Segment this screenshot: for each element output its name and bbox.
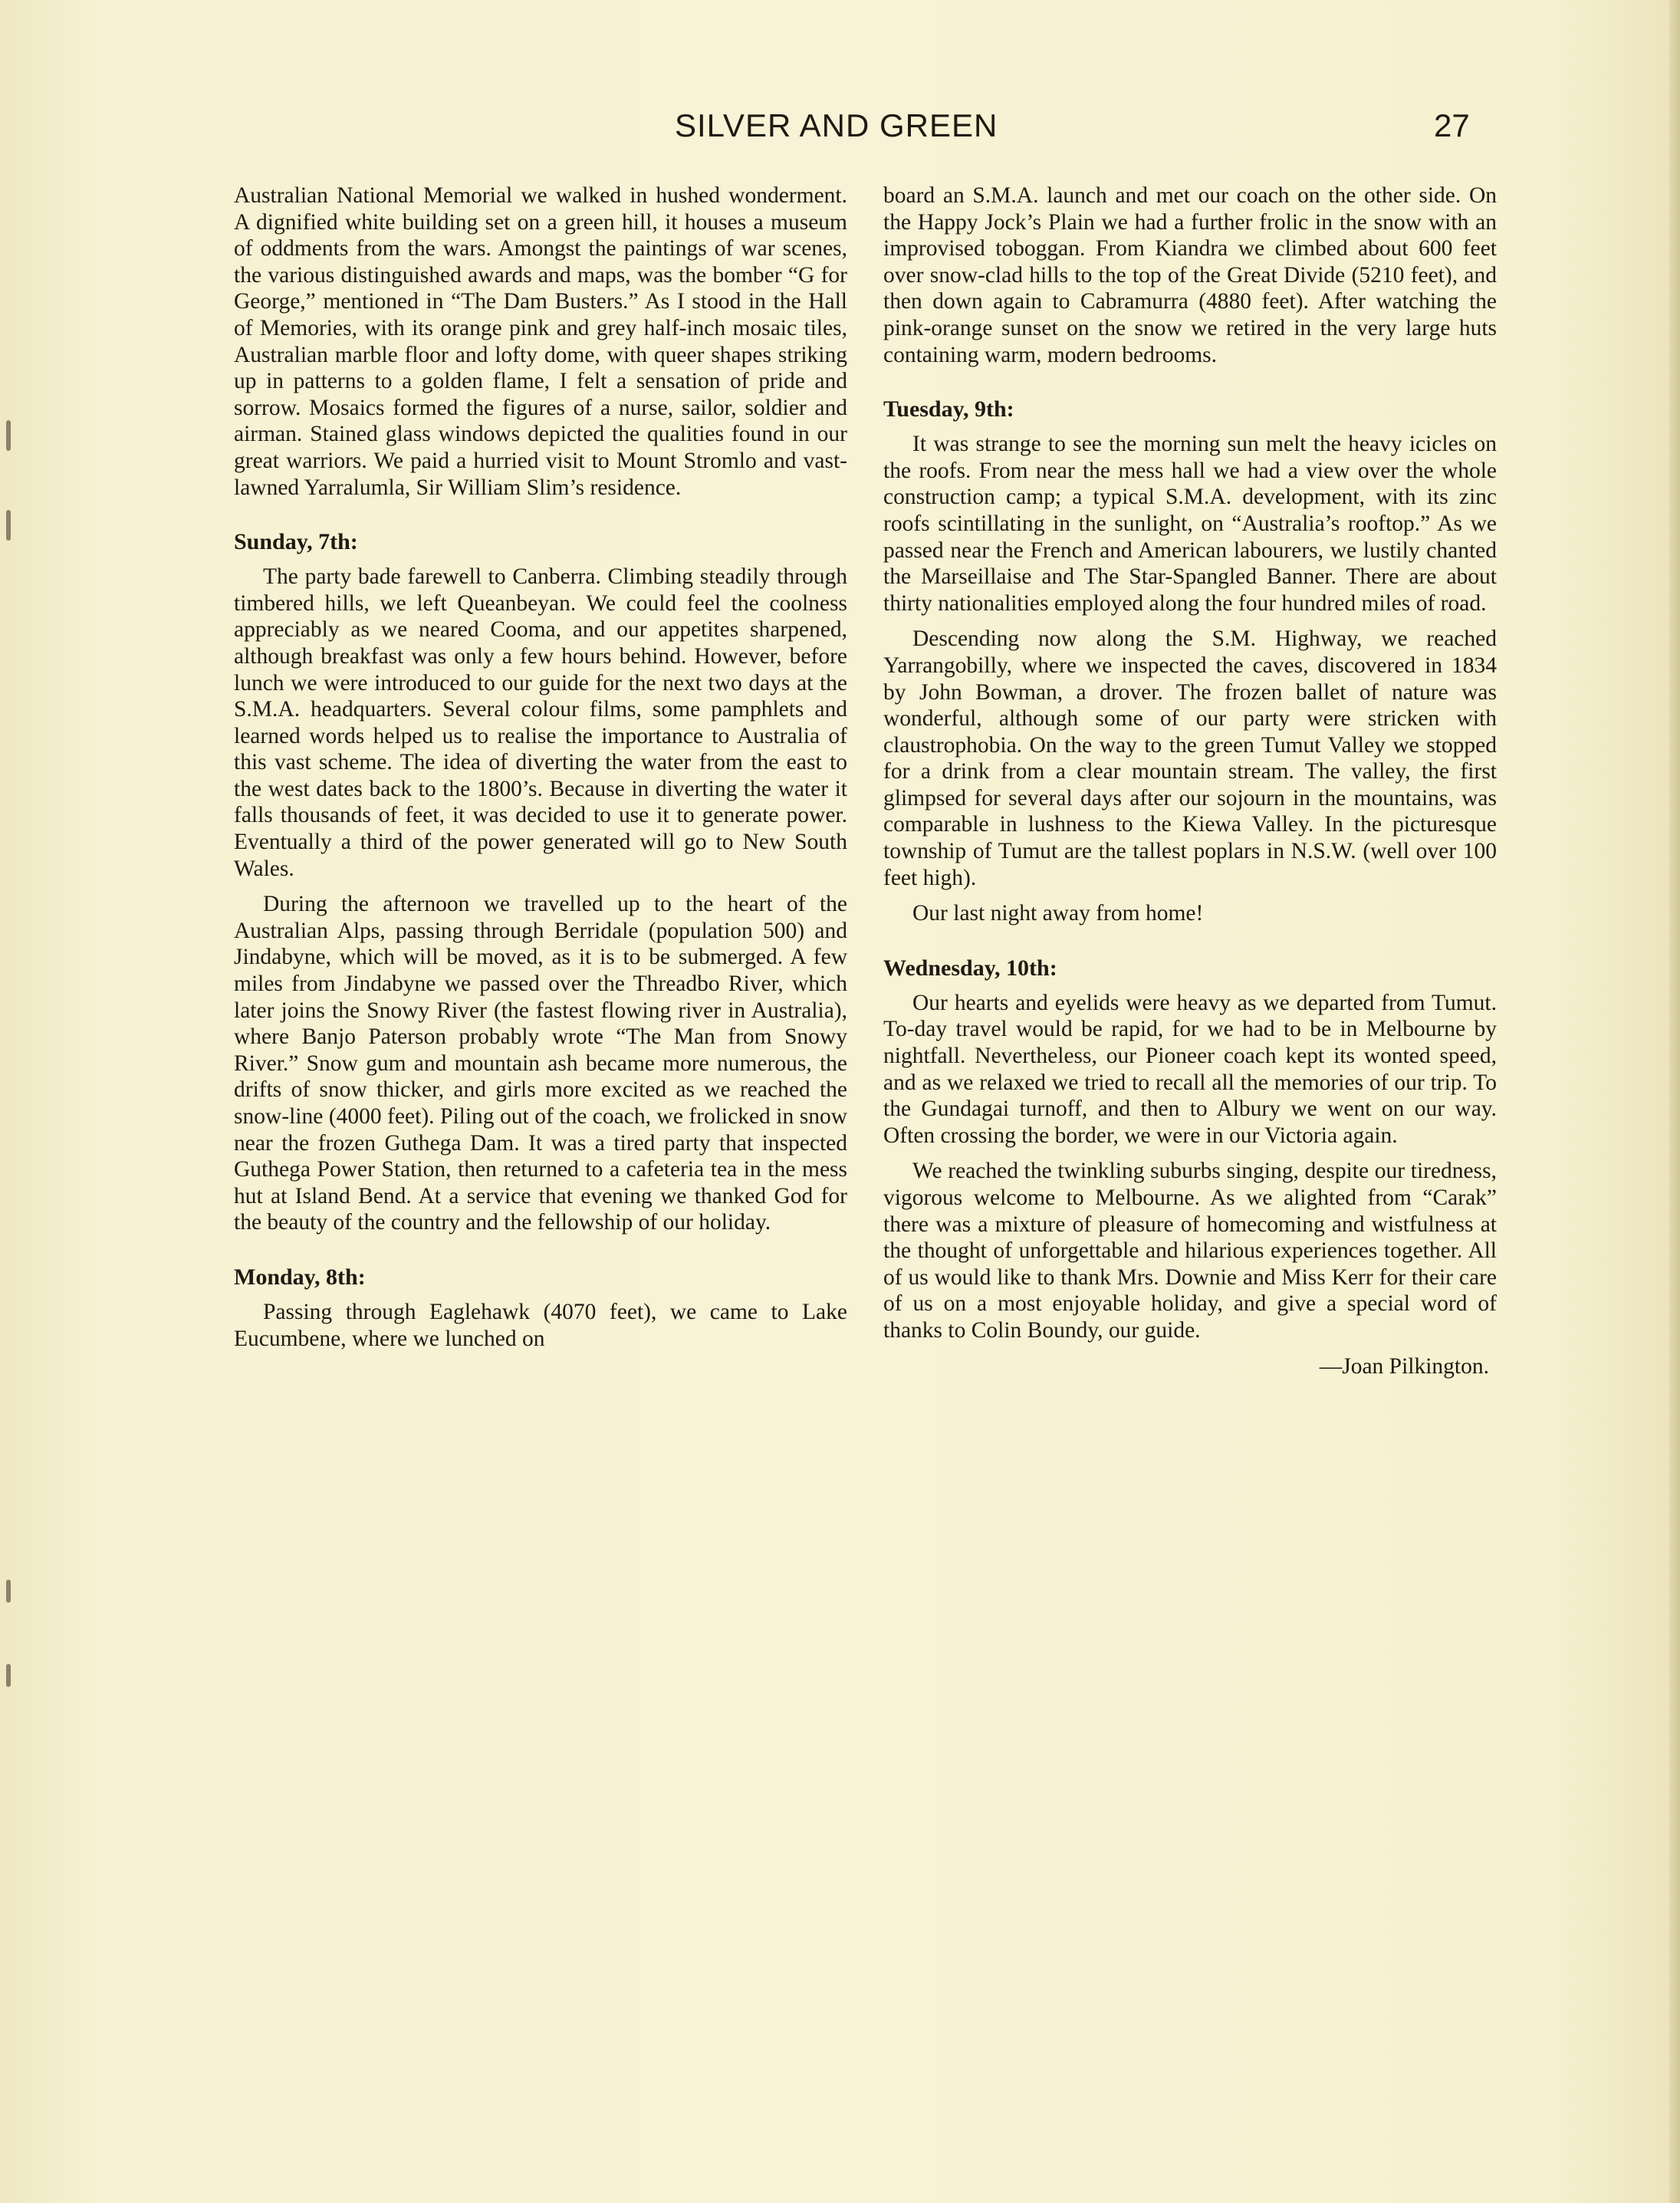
paragraph: We reached the twinkling suburbs singing, despite our tiredness, vigorous welcome to Melbourne. As we alighted from “Carak” there was a mixture of pleasure of homecoming and wistfulness at the thought of unforgettable and hilarious experiences together. All of us would like to thank Mrs. Downie and Miss Kerr for their care of us on a most enjoyable holiday, and give a special word of thanks to Colin Boundy, our guide. bbox=[883, 1159, 1497, 1343]
binding-mark bbox=[6, 510, 11, 541]
right-column bbox=[883, 182, 1497, 1389]
page-edge-shadow bbox=[1669, 0, 1680, 2203]
section-heading-wednesday: Wednesday, 10th: bbox=[883, 955, 1057, 981]
author-signature: —Joan Pilkington. bbox=[1319, 1353, 1489, 1379]
paragraph: Our hearts and eyelids were heavy as we departed from Tumut. To-day travel would be rapid, for we had to be in Melbourne by nightfall. Nevertheless, our Pioneer coach kept its wonted speed, and as we relaxed we tried to recall all the memories of our trip. To the Gundagai turnoff, and then to Albury we went on our way. Often crossing the border, we were in our Victoria again. bbox=[883, 990, 1497, 1148]
binding-mark bbox=[6, 1580, 11, 1603]
binding-mark bbox=[6, 1664, 11, 1687]
running-header-title: SILVER AND GREEN bbox=[675, 107, 998, 143]
binding-mark bbox=[6, 420, 11, 451]
paragraph: board an S.M.A. launch and met our coach on the other side. On the Happy Jock’s Plain we had a further frolic in the snow with an improvised toboggan. From Kiandra we climbed about 600 feet over snow-clad hills to the top of the Great Divide (5210 feet), and then down again to Cabramurra (4880 feet). After watching the pink-orange sunset on the snow we retired in the very large huts containing warm, modern bedrooms. bbox=[883, 183, 1497, 367]
paragraph: It was strange to see the morning sun melt the heavy icicles on the roofs. From near the mess hall we had a view over the whole construction camp; a typical S.M.A. development, with its zinc roofs scintillating in the sunlight, on “Australia’s rooftop.” As we passed near the French and American labourers, we lustily chanted the Marseillaise and The Star-Spangled Banner. There are about thirty nationalities employed along the four hundred miles of road. bbox=[883, 432, 1497, 616]
section-heading-monday: Monday, 8th: bbox=[234, 1264, 366, 1290]
page-number: 27 bbox=[1434, 107, 1470, 143]
section-heading-tuesday: Tuesday, 9th: bbox=[883, 396, 1014, 423]
paragraph: The party bade farewell to Canberra. Climbing steadily through timbered hills, we left Queanbeyan. We could feel the coolness appreciably as we neared Cooma, and our appetites sharpened, although breakfast was only a few hours behind. However, before lunch we were introduced to our guide for the next two days at the S.M.A. headquarters. Several colour films, some pamphlets and learned words helped us to realise the importance to Australia of this vast scheme. The idea of diverting the water from the east to the west dates back to the 1800’s. Because in diverting the water it falls thousands of feet, it was decided to use it to generate power. Eventually a third of the power generated will go to New South Wales. bbox=[234, 564, 847, 881]
section-heading-sunday: Sunday, 7th: bbox=[234, 529, 358, 555]
paragraph: During the afternoon we travelled up to the heart of the Australian Alps, passing through Berridale (population 500) and Jindabyne, which will be moved, as it is to be submerged. A few miles from Jindabyne we passed over the Threadbo River, which later joins the Snowy River (the fastest flowing river in Australia), where Banjo Paterson probably wrote “The Man from Snowy River.” Snow gum and mountain ash became more numerous, the drifts of snow thicker, and girls more excited as we reached the snow-line (4000 feet). Piling out of the coach, we frolicked in snow near the frozen Guthega Dam. It was a tired party that inspected Guthega Power Station, then returned to a cafeteria tea in the mess hut at Island Bend. At a service that evening we thanked God for the beauty of the country and the fellowship of our holiday. bbox=[234, 892, 847, 1235]
paragraph: Australian National Memorial we walked in hushed wonderment. A dignified white building set on a green hill, it houses a museum of oddments from the wars. Amongst the paintings of war scenes, the various distinguished awards and maps, was the bomber “G for George,” mentioned in “The Dam Busters.” As I stood in the Hall of Memories, with its orange pink and grey half-inch mosaic tiles, Australian marble floor and lofty dome, with queer shapes striking up in patterns to a golden flame, I felt a sensation of pride and sorrow. Mosaics formed the figures of a nurse, sailor, soldier and airman. Stained glass windows depicted the qualities found in our great warriors. We paid a hurried visit to Mount Stromlo and vast-lawned Yarralumla, Sir William Slim’s residence. bbox=[234, 183, 847, 500]
paragraph: Our last night away from home! bbox=[912, 901, 1204, 926]
paragraph: Descending now along the S.M. Highway, we reached Yarrangobilly, where we inspected the caves, discovered in 1834 by John Bowman, a drover. The frozen ballet of nature was wonderful, although some of our party were stricken with claustrophobia. On the way to the green Tumut Valley we stopped for a drink from a clear mountain stream. The valley, the first glimpsed for several days after our sojourn in the mountains, was comparable in lushness to the Kiewa Valley. In the picturesque township of Tumut are the tallest poplars in N.S.W. (well over 100 feet high). bbox=[883, 626, 1497, 890]
left-column bbox=[234, 182, 847, 1361]
paragraph: Passing through Eaglehawk (4070 feet), we came to Lake Eucumbene, where we lunched on bbox=[234, 1299, 847, 1351]
